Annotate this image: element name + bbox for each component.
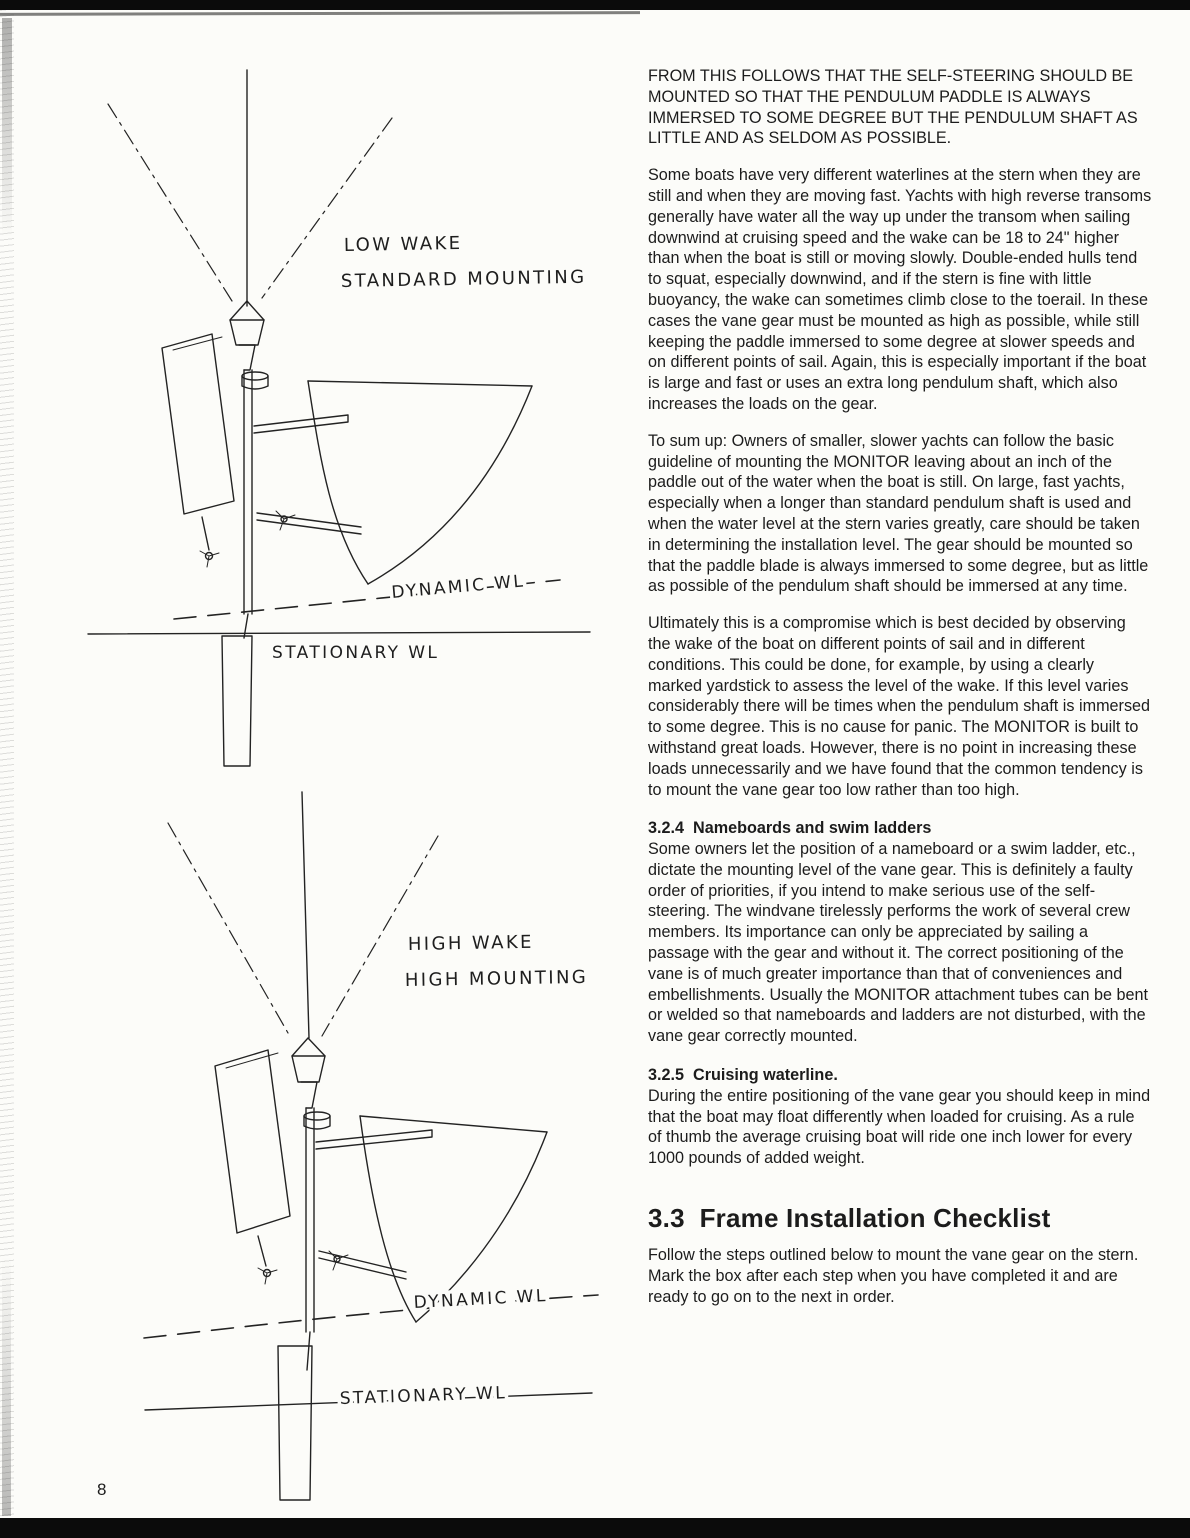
windvane-drawing-bottom xyxy=(100,786,640,1518)
paragraph-to-sum-up: To sum up: Owners of smaller, slower yachts can follow the basic guideline of mounting the MONITOR leaving about an inch of the paddle out of the water when the boat is still. On large, fast yachts, especially when a longer than standard pendulum shaft is used and when the water level at the stern varies greatly, care should be taken in determining the installation level. The gear should be mounted so that the paddle blade is always immersed to some degree, but as little as possible of the pendulum shaft should be immersed at any time. xyxy=(648,431,1149,596)
scan-artifact-smudge-bottom xyxy=(2,1256,11,1516)
paragraph-cruising-waterline: During the entire positioning of the vane gear you should keep in mind that the boat may float differently when loaded for cruising. As a rule of thumb the average cruising boat will ride one inch lower for every 1000 pounds of added weight. xyxy=(648,1086,1151,1168)
scan-artifact-bottom-bar xyxy=(0,1518,1190,1538)
scan-artifact-top-bar xyxy=(0,0,1190,10)
label-stationary-wl: STATIONARY WL xyxy=(339,1383,508,1409)
label-low-wake: LOW WAKE xyxy=(343,232,463,256)
scan-artifact-smudge-top xyxy=(2,18,12,238)
label-standard-mounting: STANDARD MOUNTING xyxy=(340,266,587,292)
label-high-mounting: HIGH MOUNTING xyxy=(404,966,589,991)
label-high-wake: HIGH WAKE xyxy=(407,931,535,955)
label-stationary-wl: STATIONARY WL xyxy=(272,643,440,663)
diagram-low-wake-standard-mounting xyxy=(62,58,618,774)
paragraph-ultimately: Ultimately this is a compromise which is best decided by observing the wake of the boat on different points of sail and in different conditions. This could be done, for example, by using a clearly marked yardstick to assess the level of the wake. If this level varies considerably there will be times when the pendulum shaft is immersed to some degree. This is no cause for panic. The MONITOR is built to withstand great loads. However, there is no point in increasing these loads unnecessarily and we have found that the common tendency is to mount the vane gear too low rather than too high. xyxy=(648,614,1151,799)
paragraph-frame-installation: Follow the steps outlined below to mount the vane gear on the stern. Mark the box after each step when you have completed it and are ready to go on to the next in order. xyxy=(648,1246,1139,1306)
paragraph-waterlines: Some boats have very different waterlines at the stern when they are still and when they are moving fast. Yachts with high reverse transoms generally have water all the way up under the transom when sailing downwind at cruising speed and the wake can be 18 to 24" higher than when the boat is still or moving slowly. Double-ended hulls tend to squat, especially downwind, and if the stern is fine with little buoyancy, the wake can sometimes climb close to the toerail. In these cases the vane gear must be mounted as high as possible, while still keeping the paddle immersed to some degree at slower speeds and on different points of sail. Again, this is especially important if the boat is large and fast or uses an extra long pendulum shaft, which also increases the loads on the gear. xyxy=(648,166,1152,413)
intro-paragraph: FROM THIS FOLLOWS THAT THE SELF-STEERING SHOULD BE MOUNTED SO THAT THE PENDULUM PADDLE IS ALWAYS IMMERSED TO SOME DEGREE BUT THE PENDULUM SHAFT AS LITTLE AND AS SELDOM AS POSSIBLE. xyxy=(648,67,1138,148)
label-dynamic-wl: DYNAMIC WL xyxy=(413,1286,549,1313)
windvane-drawing-top xyxy=(62,58,618,774)
heading-nameboards: 3.2.4 Nameboards and swim ladders xyxy=(648,819,932,838)
label-dynamic-wl: DYNAMIC WL xyxy=(390,571,527,603)
heading-cruising-waterline: 3.2.5 Cruising waterline. xyxy=(648,1066,838,1085)
scan-artifact-top-line xyxy=(0,11,640,16)
paragraph-nameboards: Some owners let the position of a nameboard or a swim ladder, etc., dictate the mounting level of the vane gear. This is definitely a faulty order of priorities, if you intend to make serious use of the self-steering. The windvane tirelessly performs the work of several crew members. Its importance can only be appreciated by sailing a passage with the gear and without it. The correct positioning of the vane is of much greater importance than that of conveniences and embellishments. Usually the MONITOR attachment tubes can be bent or welded so that nameboards and ladders are not disturbed, with the vane gear correctly mounted. xyxy=(648,840,1148,1046)
heading-frame-installation-checklist: 3.3 Frame Installation Checklist xyxy=(648,1203,1051,1234)
article-column xyxy=(648,66,1152,1323)
page-number: 8 xyxy=(97,1480,107,1499)
diagram-high-wake-high-mounting xyxy=(100,786,640,1518)
